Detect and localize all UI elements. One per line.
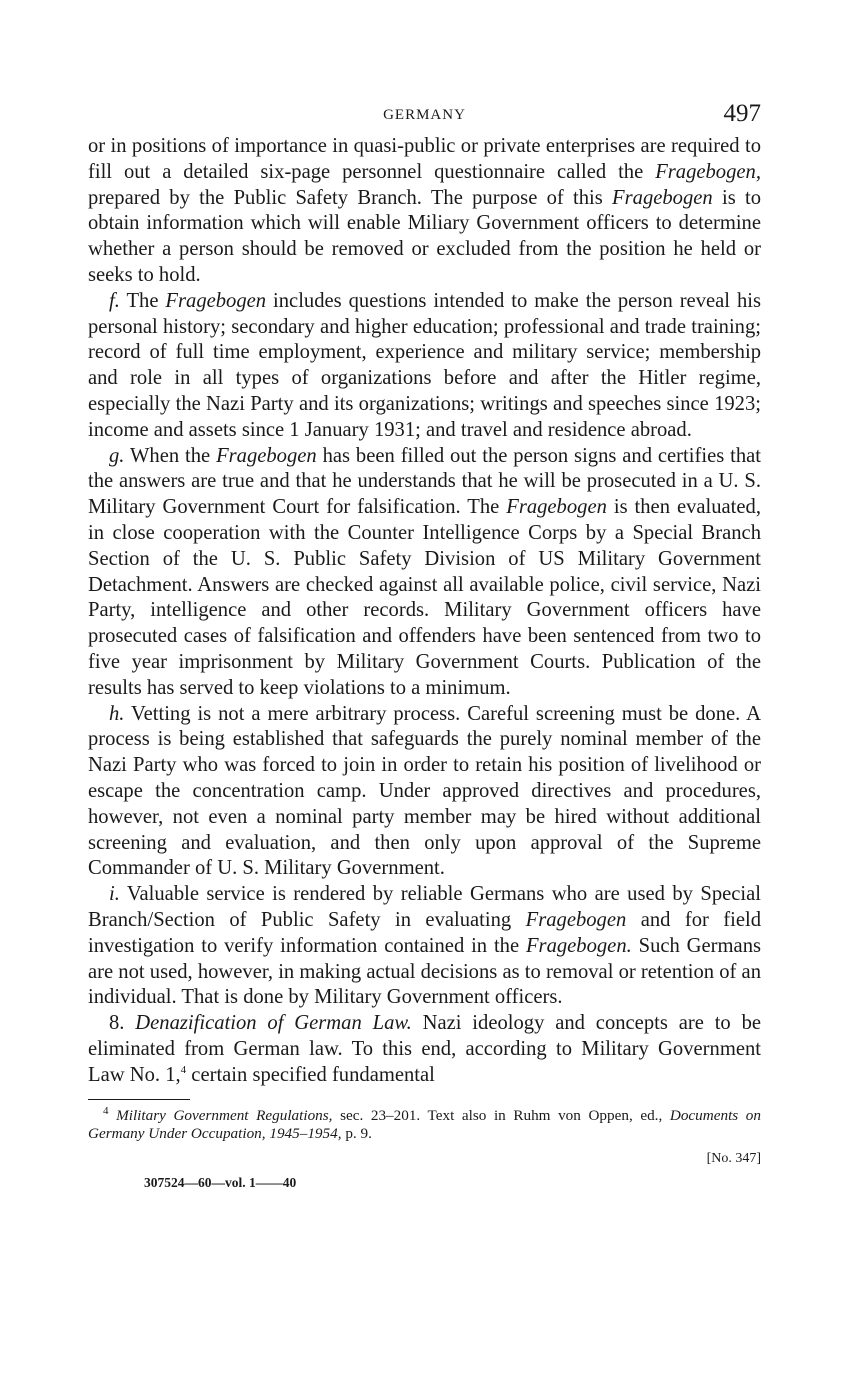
italic-text: Denazification of German Law.	[135, 1012, 412, 1035]
text-run: is then evaluated, in close cooperation with the Counter Intelligence Corps by a Special Branch Section of the U. S. Public Safety Division of US Military Government Detachment. Answers are checked against all available police, civil service, Nazi Party, intelligence and other records. Military Government officers have prosecuted cases of falsification and offenders have been sentenced from two to five year imprisonment by Military Government Courts. Publication of the results has served to keep violations to a minimum.	[88, 496, 761, 699]
text-run: certain specified fundamental	[186, 1063, 435, 1086]
italic-text: Fragebogen.	[525, 934, 632, 957]
text-run: Nazi ideology and concepts are to be eliminated from German law. To this end, according to Military Government Law No. 1,	[88, 1012, 762, 1086]
text-run: and for field investigation to verify information contained in the	[88, 908, 761, 957]
paragraph	[88, 134, 761, 289]
italic-text: Fragebogen	[612, 186, 713, 209]
text-run: prepared by the Public Safety Branch. The purpose of this	[88, 186, 613, 209]
text-run: includes questions intended to make the person reveal his personal history; secondary and higher education; professional and trade training; record of full time employment, experience and military service; membership and role in all types of organizations before and after the Hitler regime, especially the Nazi Party and its organizations; writings and speeches since 1923; income and assets since 1 January 1931; and travel and residence abroad.	[88, 289, 761, 441]
footnote-rule	[88, 1099, 190, 1100]
text-run: The	[119, 289, 166, 312]
paragraph	[88, 444, 761, 702]
italic-text: Fragebogen	[165, 289, 267, 312]
text-run: 8.	[109, 1012, 136, 1035]
paragraph	[88, 702, 761, 883]
text-run: Valuable service is rendered by reliable Germans who are used by Special Branch/Section of Public Safety in evaluating	[88, 883, 761, 931]
footnotes	[88, 1107, 761, 1142]
text-run: or in positions of importance in quasi-public or private enterprises are required to fill out a detailed six-page personnel questionnaire called the	[88, 135, 761, 183]
italic-text: i.	[109, 883, 120, 906]
text-run: Such Germans are not used, however, in making actual decisions as to removal or retention of an individual. That is done by Military Government officers.	[88, 934, 762, 1009]
running-title: GERMANY	[383, 107, 466, 123]
text-run: is to obtain information which will enable Miliary Government officers to determine whether a person should be removed or excluded from the position he held or seeks to hold.	[88, 186, 761, 286]
running-head	[88, 100, 761, 134]
italic-text: Documents on Germany Under Occupation, 1945–1954,	[88, 1107, 761, 1142]
italic-text: h.	[109, 702, 125, 725]
italic-text: f.	[109, 289, 120, 312]
text-run: sec. 23–201. Text also in Ruhm von Oppen, ed.,	[332, 1107, 670, 1125]
italic-text: Fragebogen	[525, 908, 627, 931]
italic-text: Military Government Regulations,	[116, 1107, 333, 1125]
footnote-marker: 4	[103, 1105, 109, 1118]
document-number: [No. 347]	[706, 1151, 761, 1167]
paragraph	[88, 882, 761, 1011]
italic-text: Fragebogen	[216, 444, 317, 467]
page-number: 497	[723, 100, 761, 127]
text-run: has been filled out the person signs and certifies that the answers are true and that he understands that he will be prosecuted in a U. S. Military Government Court for falsification. The	[88, 444, 761, 519]
italic-text: Fragebogen,	[655, 160, 761, 183]
italic-text: Fragebogen	[506, 496, 607, 519]
page	[88, 100, 761, 1191]
footnote-marker: 4	[180, 1063, 187, 1076]
body-text	[88, 134, 761, 1088]
paragraph	[88, 1011, 761, 1088]
footnote	[88, 1107, 761, 1142]
text-run: p. 9.	[341, 1124, 372, 1142]
text-run: Vetting is not a mere arbitrary process. Careful screening must be done. A process is being established that safeguards the purely nominal member of the Nazi Party who was forced to join in order to retain his position of livelihood or escape the concentration camp. Under approved directives and procedures, however, not even a nominal party member may be hired without additional screening and evaluation, and then only upon approval of the Supreme Commander of U. S. Military Government.	[88, 702, 761, 880]
print-line: 307524—60—vol. 1——40	[144, 1175, 297, 1191]
text-run: When the	[124, 444, 217, 467]
text-run	[109, 1107, 117, 1124]
italic-text: g.	[109, 444, 125, 467]
paragraph	[88, 289, 761, 444]
